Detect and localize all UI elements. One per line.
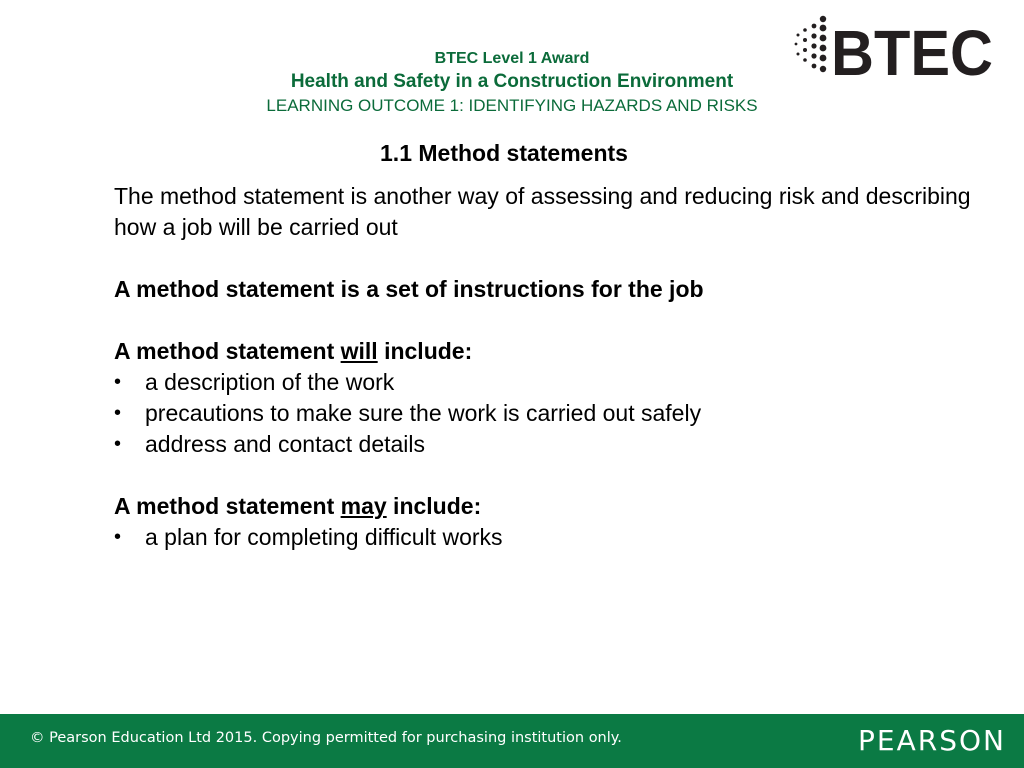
intro-text: The method statement is another way of assessing and reducing risk and describing how a job will be carried out	[114, 183, 971, 240]
definition-text: A method statement is a set of instructions for the job	[114, 276, 704, 302]
may-heading-suffix: include:	[386, 493, 482, 519]
spacer	[114, 305, 974, 336]
list-item	[114, 522, 974, 553]
learning-outcome: LEARNING OUTCOME 1: IDENTIFYING HAZARDS AND RISKS	[266, 96, 758, 115]
bullet-icon: •	[114, 526, 122, 548]
spacer	[114, 460, 974, 491]
will-keyword: will	[340, 338, 378, 364]
btec-logo	[790, 14, 996, 80]
bullet-icon: •	[114, 402, 122, 424]
list-item-text: precautions to make sure the work is carried out safely	[145, 400, 702, 426]
pearson-logo: PEARSON	[858, 724, 1006, 757]
will-heading-suffix: include:	[377, 338, 473, 364]
may-include-heading	[114, 491, 974, 522]
course-title: Health and Safety in a Construction Environment	[290, 71, 734, 92]
btec-logo-dots	[795, 16, 827, 72]
copyright-notice: © Pearson Education Ltd 2015. Copying permitted for purchasing institution only.	[30, 730, 622, 746]
will-heading-prefix: A method statement	[114, 338, 341, 364]
list-item	[114, 429, 974, 460]
award-title: BTEC Level 1 Award	[434, 50, 590, 67]
will-include-list	[114, 367, 974, 460]
list-item-text: a description of the work	[145, 369, 395, 395]
slide-title: 1.1 Method statements	[380, 140, 628, 166]
may-keyword: may	[340, 493, 387, 519]
list-item-text: a plan for completing difficult works	[145, 524, 503, 550]
list-item-text: address and contact details	[145, 431, 426, 457]
may-include-list	[114, 522, 974, 553]
bullet-icon: •	[114, 371, 122, 393]
spacer	[114, 243, 974, 274]
list-item	[114, 367, 974, 398]
slide-body	[114, 181, 974, 553]
list-item	[114, 398, 974, 429]
bullet-icon: •	[114, 433, 122, 455]
btec-logo-text: BTEC	[831, 17, 993, 80]
may-heading-prefix: A method statement	[114, 493, 341, 519]
footer-bar	[0, 714, 1024, 768]
will-include-heading	[114, 336, 974, 367]
